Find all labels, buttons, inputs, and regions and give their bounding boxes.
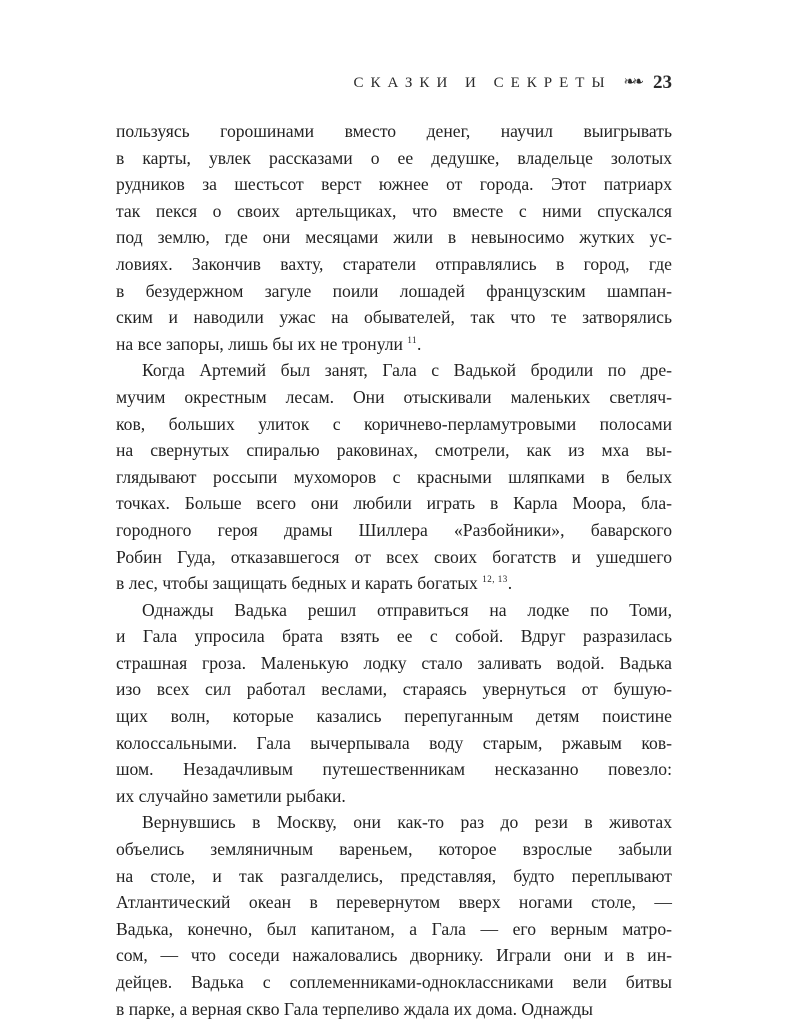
text-line <box>116 570 672 597</box>
text-line <box>116 145 672 172</box>
text-line-content: шом. Незадачливым путешественникам несказанно повезло: <box>116 759 672 780</box>
text-line <box>116 517 672 544</box>
text-line-content: колоссальными. Гала вычерпывала воду старым, ржавым ков- <box>116 732 672 753</box>
text-line-content: и Гала упросила брата взять ее с собой. Вдруг разразилась <box>116 626 672 647</box>
text-line <box>116 969 672 996</box>
text-line-content: дейцев. Вадька с соплеменниками-одноклассниками вели битвы <box>116 972 672 992</box>
running-head-title: СКАЗКИ И СЕКРЕТЫ <box>353 74 612 91</box>
text-line-content: на все запоры, лишь бы их не тронули <box>116 333 403 354</box>
text-line-content: Атлантический океан в перевернутом вверх ногами столе, — <box>116 892 672 913</box>
running-head <box>353 72 672 94</box>
text-line-content: в безудержном загуле поили лошадей французским шампан- <box>116 280 672 301</box>
text-line <box>116 916 672 943</box>
text-line <box>116 171 672 198</box>
text-line-content: ским и наводили ужас на обывателей, так что те затворялись <box>116 307 672 328</box>
text-line-content: их случайно заметили рыбаки. <box>116 785 346 806</box>
text-line <box>116 437 672 464</box>
text-line-content: глядывают россыпи мухоморов с красными шляпками в белых <box>116 466 672 487</box>
text-line <box>116 836 672 863</box>
text-line-content: на свернутых спиралью раковинах, смотрели, как из мха вы- <box>116 440 672 461</box>
text-line-content: под землю, где они месяцами жили в невыносимо жутких ус- <box>116 227 672 248</box>
paragraph <box>116 357 672 596</box>
text-line <box>116 809 672 836</box>
text-line-content: Вадька, конечно, был капитаном, а Гала — его верным матро- <box>116 918 672 939</box>
text-line <box>116 676 672 703</box>
text-line <box>116 942 672 969</box>
text-line <box>116 278 672 305</box>
footnote-reference[interactable]: 12, 13 <box>482 574 508 585</box>
paragraph <box>116 118 672 357</box>
text-line-content: ловиях. Закончив вахту, старатели отправлялись в город, где <box>116 253 672 274</box>
paragraph <box>116 809 672 1022</box>
text-line <box>116 304 672 331</box>
text-line <box>116 889 672 916</box>
text-line-content: в карты, увлек рассказами о ее дедушке, владельце золотых <box>116 147 672 168</box>
text-line-content: мучим окрестным лесам. Они отыскивали маленьких светляч- <box>116 386 672 407</box>
text-line <box>116 198 672 225</box>
text-line-content: ков, больших улиток с коричнево-перламутровыми полосами <box>116 413 672 434</box>
text-line <box>116 251 672 278</box>
text-line-content: точках. Больше всего они любили играть в Карла Моора, бла- <box>116 493 672 514</box>
text-line-content: в лес, чтобы защищать бедных и карать богатых <box>116 573 478 594</box>
sentence-end: . <box>507 573 513 594</box>
text-line <box>116 411 672 438</box>
text-line <box>116 357 672 384</box>
text-line-content: на столе, и так разгалделись, представляя, будто переплывают <box>116 865 672 886</box>
text-line-content: изо всех сил работал веслами, стараясь увернуться от бушую- <box>116 679 672 700</box>
text-line-content: щих волн, которые казались перепуганным детям поистине <box>116 706 672 727</box>
text-line <box>116 703 672 730</box>
text-line-content: в парке, а верная скво Гала терпеливо ждала их дома. Однажды <box>116 998 593 1019</box>
text-line <box>116 490 672 517</box>
text-line-content: пользуясь горошинами вместо денег, научил выигрывать <box>116 121 672 141</box>
text-line-content: Робин Гуда, отказавшегося от всех своих богатств и ушедшего <box>116 546 672 567</box>
text-line-content: так пекся о своих артельщиках, что вместе с ними спускался <box>116 200 672 221</box>
text-line-content: городного героя драмы Шиллера «Разбойники», баварского <box>116 519 672 540</box>
text-line <box>116 224 672 251</box>
text-line <box>116 118 672 145</box>
page-number: 23 <box>653 72 672 93</box>
text-line-content: страшная гроза. Маленькую лодку стало заливать водой. Вадька <box>116 652 672 673</box>
text-line <box>116 384 672 411</box>
text-line-content: Вернувшись в Москву, они как-то раз до рези в животах <box>142 812 672 833</box>
body-text <box>116 118 672 1022</box>
text-line <box>116 730 672 757</box>
text-line <box>116 597 672 624</box>
text-line-content: Однажды Вадька решил отправиться на лодке по Томи, <box>142 599 672 620</box>
fleuron-ornament-icon: ❧❧ <box>623 75 641 90</box>
text-line <box>116 331 672 358</box>
text-line <box>116 863 672 890</box>
text-line-content: рудников за шестьсот верст южнее от города. Этот патриарх <box>116 174 672 195</box>
text-line <box>116 464 672 491</box>
paragraph <box>116 597 672 810</box>
text-line-content: объелись земляничным вареньем, которое взрослые забыли <box>116 839 672 860</box>
text-line-content: сом, — что соседи нажаловались дворнику. Играли они и в ин- <box>116 945 672 966</box>
text-line <box>116 783 672 810</box>
text-line <box>116 623 672 650</box>
text-line <box>116 650 672 677</box>
text-line <box>116 544 672 571</box>
text-line <box>116 756 672 783</box>
sentence-end: . <box>417 333 422 354</box>
footnote-reference[interactable]: 11 <box>407 334 417 345</box>
text-line-content: Когда Артемий был занят, Гала с Вадькой бродили по дре- <box>142 360 672 381</box>
